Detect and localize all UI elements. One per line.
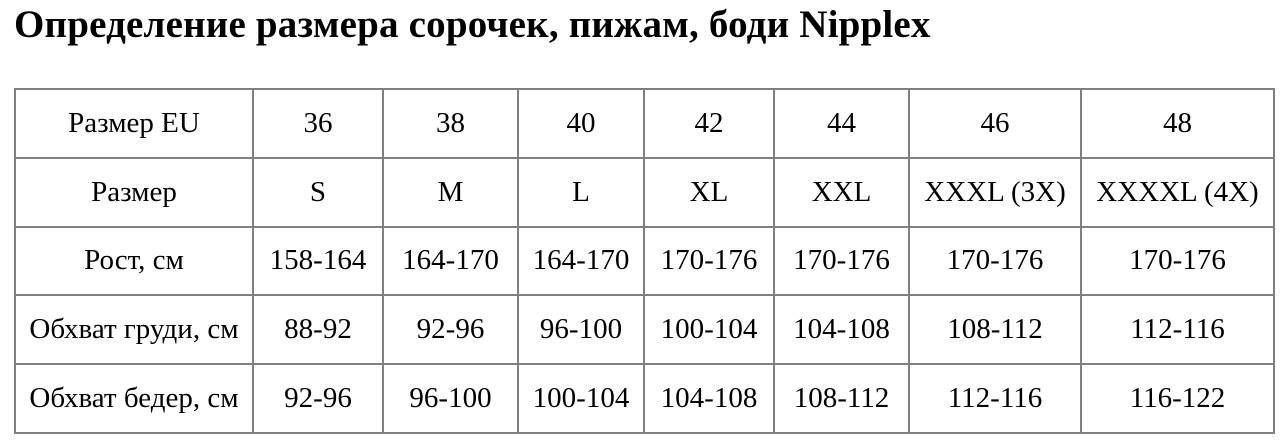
size-value-cell: 46	[909, 89, 1081, 158]
size-value-cell: 92-96	[383, 295, 518, 364]
table-row-size-eu	[15, 89, 1274, 158]
size-value-cell: 116-122	[1081, 364, 1274, 433]
size-table-body	[15, 89, 1274, 433]
size-value-cell: 96-100	[383, 364, 518, 433]
size-value-cell: 108-112	[909, 295, 1081, 364]
size-value-cell: 112-116	[909, 364, 1081, 433]
size-value-cell: XXXXL (4X)	[1081, 158, 1274, 227]
size-value-cell: 108-112	[774, 364, 909, 433]
table-row-height	[15, 227, 1274, 296]
row-label-cell: Обхват бедер, см	[15, 364, 253, 433]
size-value-cell: 44	[774, 89, 909, 158]
size-value-cell: 112-116	[1081, 295, 1274, 364]
page-title: Определение размера сорочек, пижам, боди Nipplex	[14, 3, 931, 46]
size-value-cell: 48	[1081, 89, 1274, 158]
row-label-cell: Размер EU	[15, 89, 253, 158]
size-value-cell: 158-164	[253, 227, 383, 296]
size-value-cell: 170-176	[1081, 227, 1274, 296]
size-value-cell: S	[253, 158, 383, 227]
size-value-cell: 104-108	[774, 295, 909, 364]
size-value-cell: 100-104	[644, 295, 774, 364]
row-label-cell: Размер	[15, 158, 253, 227]
size-value-cell: XXL	[774, 158, 909, 227]
size-value-cell: 164-170	[518, 227, 644, 296]
size-value-cell: XL	[644, 158, 774, 227]
size-value-cell: 92-96	[253, 364, 383, 433]
size-value-cell: XXXL (3X)	[909, 158, 1081, 227]
table-row-hips	[15, 364, 1274, 433]
size-value-cell: 36	[253, 89, 383, 158]
table-row-size-letter	[15, 158, 1274, 227]
size-value-cell: 42	[644, 89, 774, 158]
size-value-cell: 88-92	[253, 295, 383, 364]
size-value-cell: 40	[518, 89, 644, 158]
table-row-chest	[15, 295, 1274, 364]
row-label-cell: Рост, см	[15, 227, 253, 296]
size-value-cell: L	[518, 158, 644, 227]
size-value-cell: 38	[383, 89, 518, 158]
size-value-cell: 100-104	[518, 364, 644, 433]
size-value-cell: 96-100	[518, 295, 644, 364]
size-value-cell: 170-176	[774, 227, 909, 296]
size-value-cell: 170-176	[909, 227, 1081, 296]
size-value-cell: 170-176	[644, 227, 774, 296]
size-value-cell: 104-108	[644, 364, 774, 433]
size-value-cell: 164-170	[383, 227, 518, 296]
row-label-cell: Обхват груди, см	[15, 295, 253, 364]
size-value-cell: M	[383, 158, 518, 227]
size-table	[14, 88, 1275, 434]
